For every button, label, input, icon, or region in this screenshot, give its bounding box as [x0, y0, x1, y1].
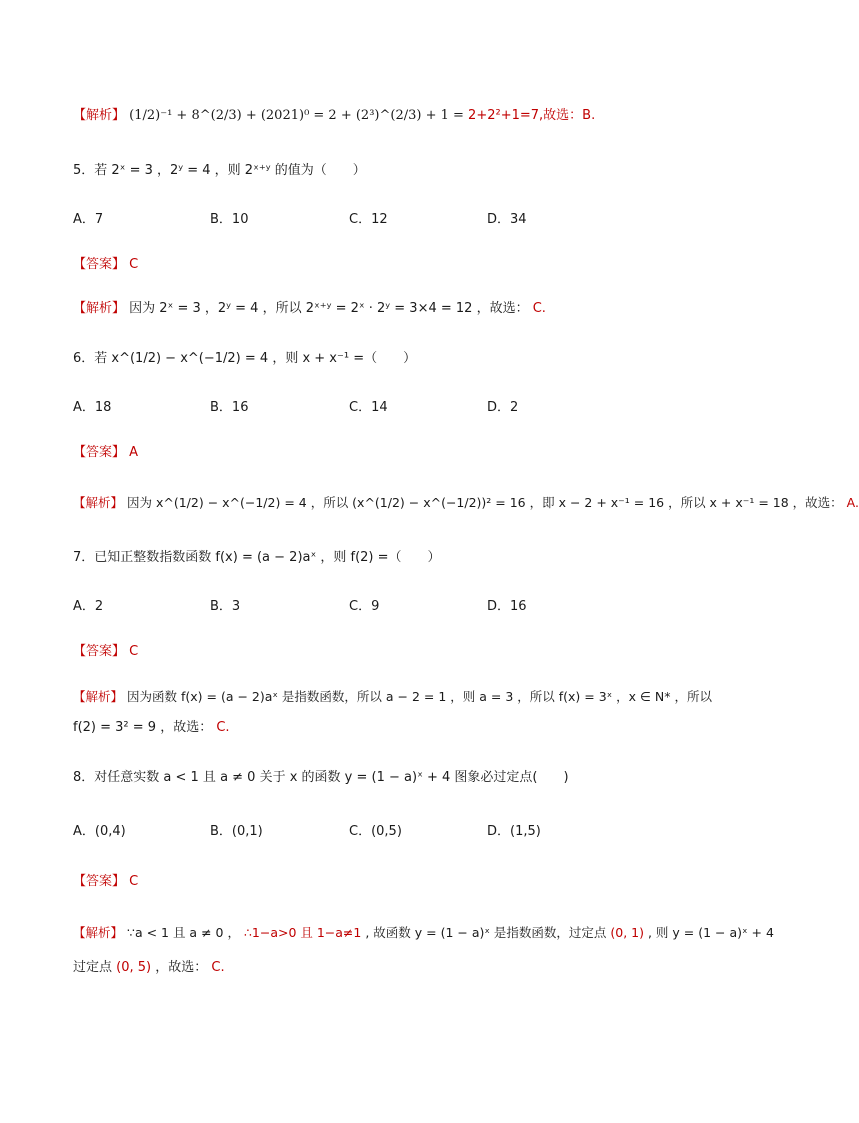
- q8-analysis-line2: [73, 958, 225, 978]
- q5-option-b: B．10: [210, 212, 249, 227]
- q7-answer: [73, 642, 138, 662]
- q5-stem: 5．若 2ˣ = 3 ，2ʸ = 4 ，则 2ˣ⁺ʸ 的值为（ ）: [73, 163, 366, 178]
- q7-analysis-text-2: f(2) = 3² = 9 ，故选：: [73, 720, 213, 735]
- q5-analysis-choice: C.: [532, 301, 546, 316]
- q8-option-d: D．(1,5): [487, 824, 541, 839]
- q8-analysis-red-2: (0, 1): [610, 925, 644, 940]
- q5-analysis: [73, 299, 546, 319]
- analysis-tag: 【解析】: [73, 689, 124, 704]
- q8-analysis-line2-pre: 过定点: [73, 960, 113, 975]
- q6-option-b: B．16: [210, 400, 249, 415]
- q8-stem: 8．对任意实数 a < 1 且 a ≠ 0 关于 x 的函数 y = (1 − a)ˣ + 4 图象必过定点( ): [73, 770, 569, 785]
- answer-tag: 【答案】: [73, 257, 126, 272]
- analysis-tag: 【解析】: [73, 108, 126, 123]
- q8-option-a: A．(0,4): [73, 824, 126, 839]
- q5-analysis-text: 因为 2ˣ = 3 ，2ʸ = 4 ，所以 2ˣ⁺ʸ = 2ˣ · 2ʸ = 3×4 = 12 ，故选：: [129, 301, 529, 316]
- q6-answer-value: A: [129, 445, 139, 460]
- q7-option-c: C．9: [349, 599, 380, 614]
- q8-answer: [73, 872, 138, 892]
- q4-analysis-expression: (1/2)⁻¹ + 8^(2/3) + (2021)⁰ = 2 + (2³)^(2/3) + 1 =: [129, 108, 464, 123]
- q8-analysis-mid: , 故函数 y = (1 − a)ˣ 是指数函数，过定点: [365, 925, 607, 940]
- q7-analysis-text-1: 因为函数 f(x) = (a − 2)aˣ 是指数函数，所以 a − 2 = 1 ，则 a = 3 ，所以 f(x) = 3ˣ ，x ∈ N* ，所以: [127, 689, 712, 704]
- q6-analysis-text: 因为 x^(1/2) − x^(−1/2) = 4 ，所以 (x^(1/2) − x^(−1/2))² = 16 ，即 x − 2 + x⁻¹ = 16 ，所以 x + x⁻¹ = 18 ，故选：: [127, 495, 843, 510]
- q8-answer-value: C: [129, 874, 139, 889]
- q8-analysis-choice: C.: [211, 960, 225, 975]
- analysis-tag: 【解析】: [73, 925, 124, 940]
- q6-option-a: A．18: [73, 400, 112, 415]
- q7-option-a: A．2: [73, 599, 104, 614]
- q5-option-c: C．12: [349, 212, 388, 227]
- q8-option-b: B．(0,1): [210, 824, 263, 839]
- q7-option-d: D．16: [487, 599, 527, 614]
- q8-analysis-line1: [73, 923, 774, 943]
- q4-analysis-result: 2+2²+1=7,故选：B.: [468, 108, 596, 123]
- q6-option-d: D．2: [487, 400, 519, 415]
- q7-stem: 7．已知正整数指数函数 f(x) = (a − 2)aˣ ，则 f(2) =（ ）: [73, 550, 441, 565]
- q8-analysis-red-3: (0, 5): [116, 960, 152, 975]
- q7-answer-value: C: [129, 644, 139, 659]
- q5-option-d: D．34: [487, 212, 527, 227]
- q6-stem: 6．若 x^(1/2) − x^(−1/2) = 4 ，则 x + x⁻¹ =（ ）: [73, 351, 417, 366]
- q7-analysis-choice: C.: [216, 720, 230, 735]
- analysis-tag: 【解析】: [73, 495, 124, 510]
- q5-answer: [73, 255, 138, 275]
- q7-analysis-line1: [73, 687, 712, 707]
- answer-tag: 【答案】: [73, 874, 126, 889]
- answer-tag: 【答案】: [73, 445, 126, 460]
- q8-option-c: C．(0,5): [349, 824, 402, 839]
- q7-analysis-line2: [73, 718, 230, 738]
- q8-analysis-pre: ∵a < 1 且 a ≠ 0 ，: [127, 925, 240, 940]
- analysis-tag: 【解析】: [73, 301, 126, 316]
- q5-answer-value: C: [129, 257, 139, 272]
- q6-analysis: [73, 493, 859, 513]
- q7-option-b: B．3: [210, 599, 241, 614]
- q6-answer: [73, 443, 138, 463]
- q6-option-c: C．14: [349, 400, 388, 415]
- answer-tag: 【答案】: [73, 644, 126, 659]
- q8-analysis-line2-post: ，故选：: [155, 960, 208, 975]
- q6-analysis-choice: A.: [846, 495, 859, 510]
- q8-analysis-post: , 则 y = (1 − a)ˣ + 4: [647, 925, 774, 940]
- q8-analysis-red-1: ∴1−a>0 且 1−a≠1: [243, 925, 362, 940]
- q5-option-a: A．7: [73, 212, 104, 227]
- q4-analysis: [73, 106, 595, 126]
